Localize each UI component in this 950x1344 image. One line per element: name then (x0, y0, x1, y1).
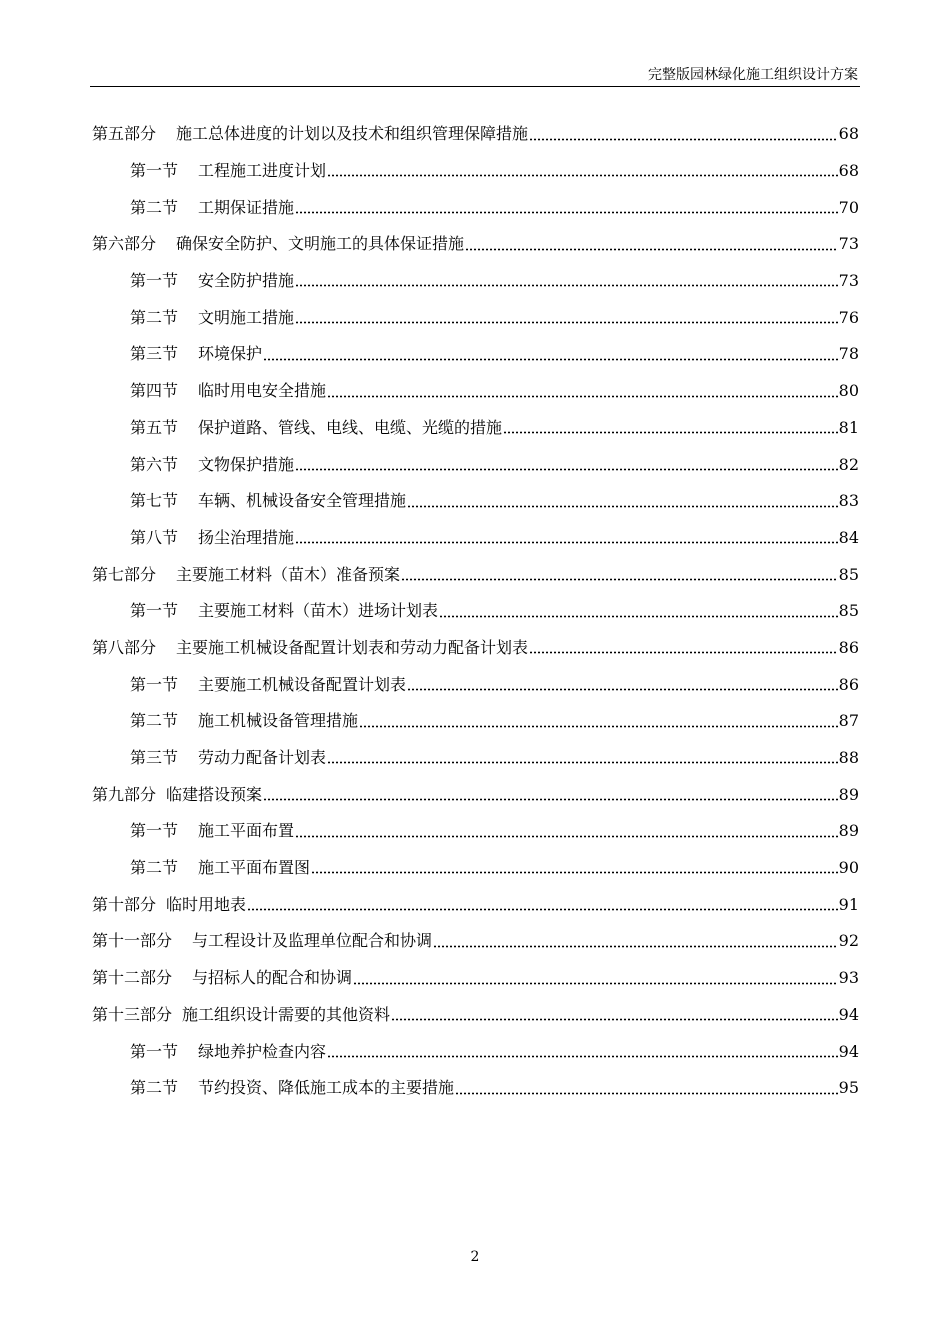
toc-entry-title: 施工平面布置 (198, 821, 295, 841)
toc-entry-section[interactable] (92, 410, 859, 447)
toc-entry-section[interactable] (92, 1033, 859, 1070)
toc-dot-leader (295, 835, 838, 838)
toc-dot-leader (263, 798, 838, 801)
toc-entry-number: 第五部分 (92, 124, 157, 144)
toc-entry-number: 第一节 (130, 601, 179, 621)
toc-entry-section[interactable] (92, 740, 859, 777)
toc-entry-number: 第十三部分 (92, 1004, 173, 1024)
toc-entry-number: 第三节 (130, 344, 179, 364)
toc-entry-title: 施工组织设计需要的其他资料 (182, 1004, 391, 1024)
toc-entry-section[interactable] (92, 850, 859, 887)
toc-entry-page: 76 (838, 307, 859, 327)
toc-entry-section[interactable] (92, 813, 859, 850)
toc-dot-leader (407, 505, 838, 508)
toc-entry-number: 第二节 (130, 1078, 179, 1098)
toc-entry-number: 第一节 (130, 674, 179, 694)
toc-entry-title: 劳动力配备计划表 (198, 748, 327, 768)
toc-entry-number: 第二节 (130, 307, 179, 327)
toc-entry-title: 绿地养护检查内容 (198, 1041, 327, 1061)
page-number: 2 (470, 1249, 480, 1265)
toc-entry-label (92, 1005, 390, 1025)
toc-entry-page: 86 (838, 637, 859, 657)
toc-entry-page: 82 (838, 454, 859, 474)
toc-entry-label (130, 491, 406, 511)
toc-entry-section[interactable] (92, 153, 859, 190)
toc-entry-label (92, 895, 246, 915)
toc-dot-leader (247, 908, 838, 911)
toc-entry-title: 文明施工措施 (198, 307, 295, 327)
toc-entry-page: 84 (838, 527, 859, 547)
toc-entry-page: 93 (838, 968, 859, 988)
toc-dot-leader (503, 431, 838, 434)
toc-entry-label (130, 381, 326, 401)
running-header-title: 完整版园林绿化施工组织设计方案 (648, 67, 858, 83)
toc-entry-page: 89 (838, 784, 859, 804)
toc-entry-page: 73 (838, 271, 859, 291)
toc-entry-number: 第十二部分 (92, 968, 173, 988)
toc-entry-number: 第八部分 (92, 637, 157, 657)
toc-dot-leader (529, 651, 838, 654)
toc-entry-section[interactable] (92, 666, 859, 703)
toc-entry-title: 确保安全防护、文明施工的具体保证措施 (176, 234, 465, 254)
toc-entry-label (130, 1078, 454, 1098)
toc-dot-leader (311, 871, 838, 874)
header-rule (90, 86, 860, 87)
toc-entry-number: 第六部分 (92, 234, 157, 254)
toc-entry-label (92, 931, 432, 951)
toc-entry-page: 94 (838, 1004, 859, 1024)
toc-entry-label (130, 161, 326, 181)
toc-entry-label (92, 234, 464, 254)
toc-entry-number: 第六节 (130, 454, 179, 474)
toc-entry-number: 第二节 (130, 858, 179, 878)
toc-entry-page: 73 (838, 234, 859, 254)
toc-entry-page: 85 (838, 564, 859, 584)
toc-entry-title: 主要施工机械设备配置计划表和劳动力配备计划表 (176, 637, 529, 657)
toc-entry-page: 88 (838, 748, 859, 768)
toc-entry-part[interactable] (92, 923, 859, 960)
toc-entry-title: 与招标人的配合和协调 (192, 968, 353, 988)
toc-entry-page: 83 (838, 491, 859, 511)
toc-entry-title: 工程施工进度计划 (198, 161, 327, 181)
toc-entry-part[interactable] (92, 226, 859, 263)
toc-entry-label (130, 271, 294, 291)
toc-entry-label (92, 638, 528, 658)
toc-entry-section[interactable] (92, 299, 859, 336)
toc-entry-page: 91 (838, 894, 859, 914)
toc-entry-page: 89 (838, 821, 859, 841)
toc-entry-label (130, 601, 438, 621)
toc-dot-leader (359, 725, 838, 728)
toc-entry-number: 第一节 (130, 161, 179, 181)
toc-dot-leader (295, 541, 838, 544)
toc-entry-section[interactable] (92, 483, 859, 520)
toc-entry-page: 80 (838, 381, 859, 401)
toc-entry-section[interactable] (92, 373, 859, 410)
toc-entry-page: 90 (838, 858, 859, 878)
toc-entry-number: 第八节 (130, 527, 179, 547)
toc-dot-leader (295, 211, 838, 214)
toc-entry-section[interactable] (92, 263, 859, 300)
toc-entry-title: 施工平面布置图 (198, 858, 311, 878)
toc-entry-number: 第一节 (130, 271, 179, 291)
toc-entry-page: 70 (838, 197, 859, 217)
toc-dot-leader (455, 1092, 838, 1095)
toc-entry-title: 车辆、机械设备安全管理措施 (198, 491, 407, 511)
toc-entry-number: 第五节 (130, 417, 179, 437)
toc-entry-title: 扬尘治理措施 (198, 527, 295, 547)
toc-entry-part[interactable] (92, 116, 859, 153)
toc-entry-number: 第三节 (130, 748, 179, 768)
toc-entry-page: 87 (838, 711, 859, 731)
toc-entry-page: 85 (838, 601, 859, 621)
toc-entry-title: 施工总体进度的计划以及技术和组织管理保障措施 (176, 124, 529, 144)
toc-entry-title: 节约投资、降低施工成本的主要措施 (198, 1078, 455, 1098)
toc-entry-section[interactable] (92, 593, 859, 630)
toc-entry-label (130, 748, 326, 768)
toc-dot-leader (327, 761, 838, 764)
toc-entry-section[interactable] (92, 520, 859, 557)
toc-entry-title: 与工程设计及监理单位配合和协调 (192, 931, 433, 951)
toc-entry-title: 安全防护措施 (198, 271, 295, 291)
toc-dot-leader (295, 321, 838, 324)
toc-dot-leader (391, 1018, 838, 1021)
toc-dot-leader (263, 358, 838, 361)
toc-dot-leader (401, 578, 838, 581)
toc-entry-section[interactable] (92, 189, 859, 226)
toc-entry-title: 保护道路、管线、电线、电缆、光缆的措施 (198, 417, 503, 437)
toc-entry-number: 第七部分 (92, 564, 157, 584)
toc-dot-leader (353, 982, 838, 985)
toc-entry-title: 主要施工机械设备配置计划表 (198, 674, 407, 694)
toc-entry-title: 施工机械设备管理措施 (198, 711, 359, 731)
toc-entry-number: 第一节 (130, 821, 179, 841)
toc-entry-page: 68 (838, 124, 859, 144)
toc-entry-page: 78 (838, 344, 859, 364)
toc-entry-title: 主要施工材料（苗木）准备预案 (176, 564, 401, 584)
toc-entry-title: 文物保护措施 (198, 454, 295, 474)
toc-dot-leader (433, 945, 838, 948)
toc-entry-label (92, 124, 528, 144)
toc-entry-page: 86 (838, 674, 859, 694)
toc-entry-label (130, 858, 310, 878)
toc-entry-number: 第十一部分 (92, 931, 173, 951)
toc-entry-page: 95 (838, 1078, 859, 1098)
toc-entry-part[interactable] (92, 630, 859, 667)
toc-entry-label (130, 455, 294, 475)
toc-entry-title: 临建搭设预案 (166, 784, 263, 804)
toc-dot-leader (465, 248, 838, 251)
toc-entry-number: 第一节 (130, 1041, 179, 1061)
toc-dot-leader (295, 284, 838, 287)
toc-entry-label (92, 565, 400, 585)
toc-entry-part[interactable] (92, 556, 859, 593)
toc-entry-label (92, 785, 262, 805)
toc-dot-leader (327, 395, 838, 398)
toc-entry-page: 81 (838, 417, 859, 437)
toc-entry-label (130, 711, 358, 731)
toc-entry-title: 临时用地表 (166, 894, 247, 914)
toc-entry-page: 68 (838, 161, 859, 181)
toc-dot-leader (295, 468, 838, 471)
toc-entry-label (130, 675, 406, 695)
toc-entry-number: 第二节 (130, 711, 179, 731)
toc-dot-leader (327, 1055, 838, 1058)
toc-entry-number: 第四节 (130, 381, 179, 401)
toc-entry-section[interactable] (92, 703, 859, 740)
toc-entry-label (130, 198, 294, 218)
toc-entry-title: 环境保护 (198, 344, 263, 364)
toc-entry-section[interactable] (92, 1070, 859, 1107)
toc-entry-label (130, 344, 262, 364)
toc-entry-label (92, 968, 352, 988)
toc-entry-number: 第七节 (130, 491, 179, 511)
toc-entry-part[interactable] (92, 886, 859, 923)
toc-entry-page: 92 (838, 931, 859, 951)
toc-dot-leader (529, 138, 838, 141)
toc-entry-section[interactable] (92, 446, 859, 483)
toc-dot-leader (439, 615, 838, 618)
toc-entry-number: 第九部分 (92, 784, 157, 804)
toc-entry-part[interactable] (92, 997, 859, 1034)
toc-entry-label (130, 528, 294, 548)
toc-entry-section[interactable] (92, 336, 859, 373)
toc-dot-leader (407, 688, 838, 691)
toc-dot-leader (327, 174, 838, 177)
toc-entry-title: 工期保证措施 (198, 197, 295, 217)
table-of-contents (92, 116, 859, 1107)
toc-entry-part[interactable] (92, 960, 859, 997)
toc-entry-part[interactable] (92, 776, 859, 813)
toc-entry-number: 第二节 (130, 197, 179, 217)
toc-entry-label (130, 418, 502, 438)
toc-entry-number: 第十部分 (92, 894, 157, 914)
toc-entry-title: 临时用电安全措施 (198, 381, 327, 401)
toc-entry-label (130, 308, 294, 328)
toc-entry-title: 主要施工材料（苗木）进场计划表 (198, 601, 439, 621)
toc-entry-page: 94 (838, 1041, 859, 1061)
toc-entry-label (130, 821, 294, 841)
toc-entry-label (130, 1042, 326, 1062)
